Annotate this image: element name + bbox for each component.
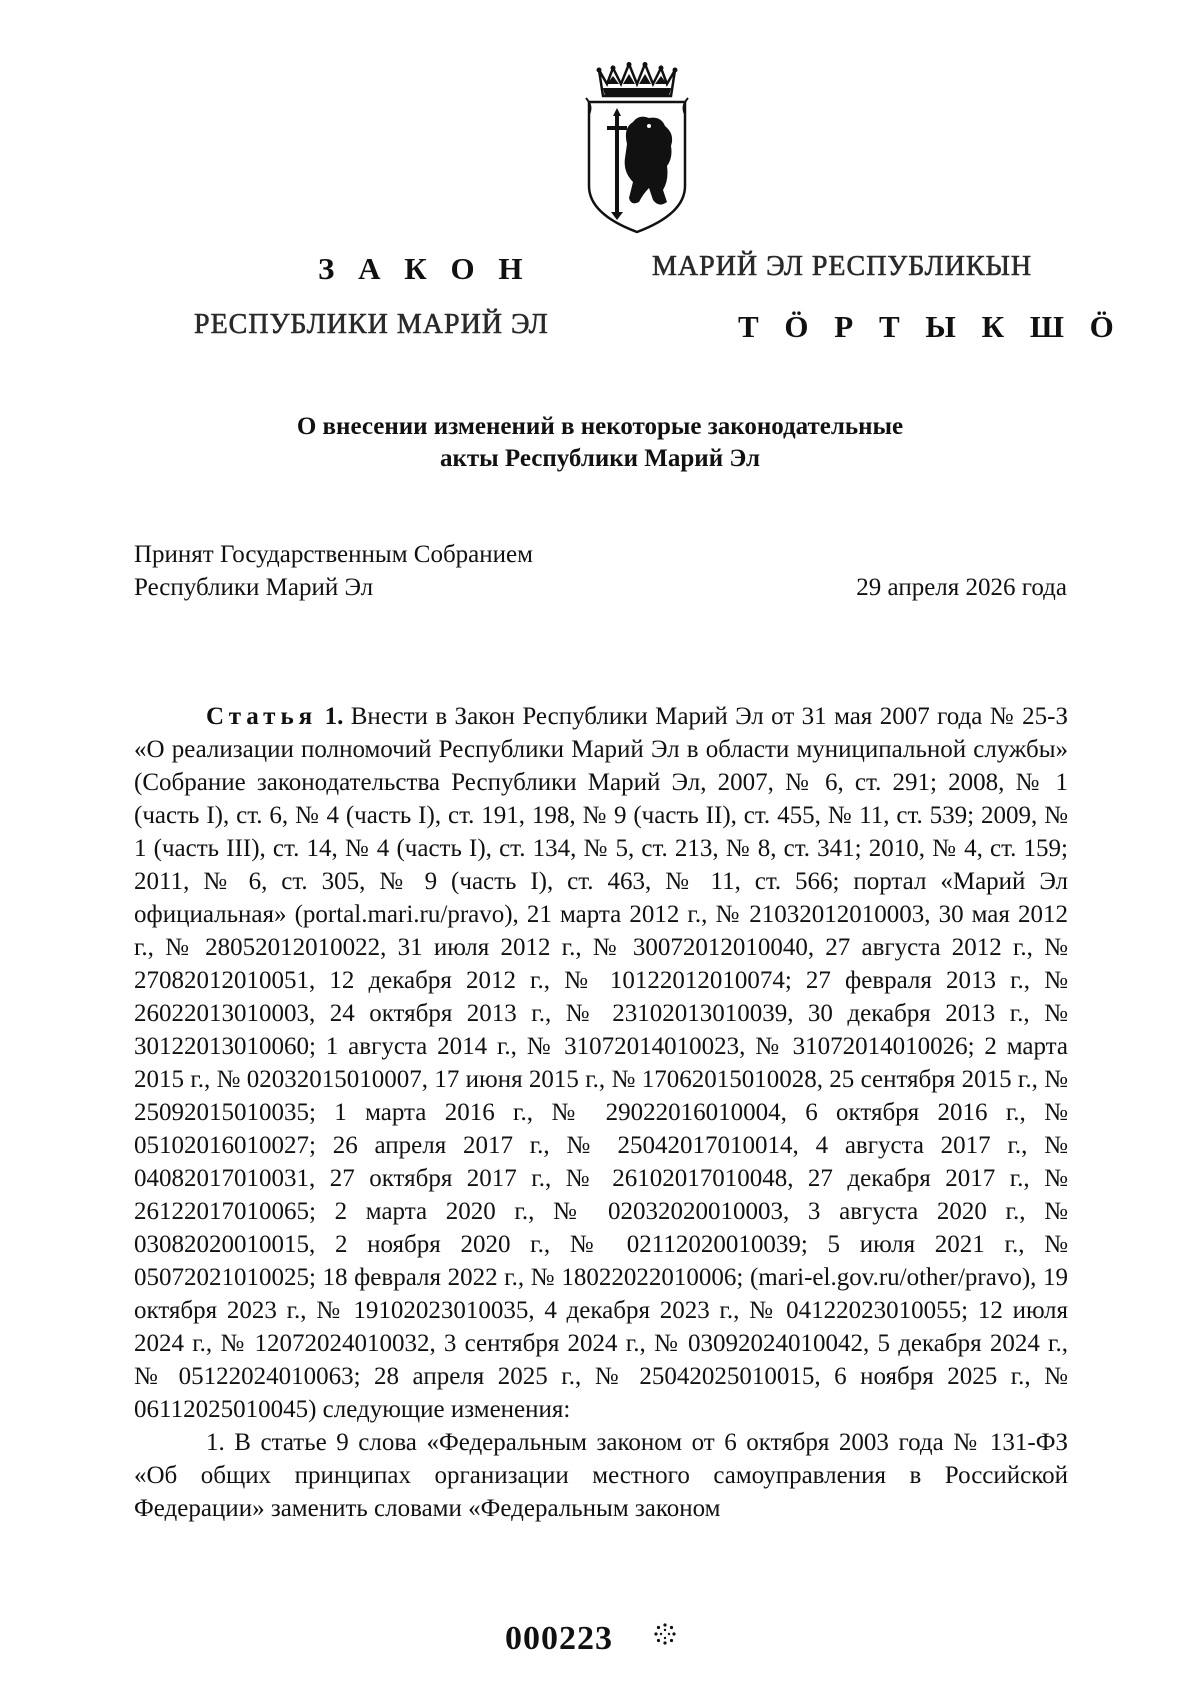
document-body [134, 700, 1068, 1525]
title-line-2: акты Республики Марий Эл [439, 445, 761, 472]
article-number: 1. [324, 703, 344, 730]
adopted-line-2: Республики Марий Эл [134, 574, 374, 601]
adopted-date: 29 апреля 2026 года [856, 574, 1067, 601]
article-1-paragraph [134, 700, 1068, 1426]
republic-name-mari: МАРИЙ ЭЛ РЕСПУБЛИКЫН [652, 251, 1033, 282]
dotted-asterisk-icon [653, 1622, 677, 1646]
title-line-1: О внесении изменений в некоторые законодательные [296, 413, 904, 440]
document-title [130, 411, 1070, 475]
coat-of-arms-icon [583, 62, 691, 234]
adopted-line-1: Принят Государственным Собранием [134, 541, 533, 568]
article-1-text: Внести в Закон Республики Марий Эл от 31 мая 2007 года № 25-З «О реализации полномочий Республики Марий Эл в области муниципальной службы» (Собрание законодательства Республики Марий Эл, 2007, № 6, ст. 291; 2008, № 1 (часть I), ст. 6, № 4 (часть I), ст. 191, 198, № 9 (часть II), ст. 455, № 11, ст. 539; 2009, № 1 (часть III), ст. 14, № 4 (часть I), ст. 134, № 5, ст. 213, № 8, ст. 341; 2010, № 4, ст. 159; 2011, № 6, ст. 305, № 9 (часть I), ст. 463, № 11, ст. 566; портал «Марий Эл официальная» (portal.mari.ru/pravo), 21 марта 2012 г., № 21032012010003, 30 мая 2012 г., № 28052012010022, 31 июля 2012 г., № 30072012010040, 27 августа 2012 г., № 27082012010051, 12 декабря 2012 г., № 10122012010074; 27 февраля 2013 г., № 26022013010003, 24 октября 2013 г., № 23102013010039, 30 декабря 2013 г., № 30122013010060; 1 августа 2014 г., № 31072014010023, № 31072014010026; 2 марта 2015 г., № 02032015010007, 17 июня 2015 г., № 17062015010028, 25 сентября 2015 г., № 25092015010035; 1 марта 2016 г., № 29022016010004, 6 октября 2016 г., № 05102016010027; 26 апреля 2017 г., № 25042017010014, 4 августа 2017 г., № 04082017010031, 27 октября 2017 г., № 26102017010048, 27 декабря 2017 г., № 26122017010065; 2 марта 2020 г., № 02032020010003, 3 августа 2020 г., № 03082020010015, 2 ноября 2020 г., № 02112020010039; 5 июля 2021 г., № 05072021010025; 18 февраля 2022 г., № 18022022010006; (mari-el.gov.ru/other/pravo), 19 октября 2023 г., № 19102023010035, 4 декабря 2023 г., № 04122023010055; 12 июля 2024 г., № 12072024010032, 3 сентября 2024 г., № 03092024010042, 5 декабря 2024 г., № 05122024010063; 28 апреля 2025 г., № 25042025010015, 6 ноября 2025 г., № 06112025010045) следующие изменения: [134, 703, 1068, 1423]
item-1-paragraph: 1. В статье 9 слова «Федеральным законом от 6 октября 2003 года № 131-ФЗ «Об общих принципах организации местного самоуправления в Российской Федерации» заменить словами «Федеральным законом [134, 1429, 1068, 1522]
adopted-by [134, 538, 533, 604]
law-heading-mari: Т Ӧ Р Т Ы К Ш Ӧ [738, 309, 1123, 344]
republic-name-ru: РЕСПУБЛИКИ МАРИЙ ЭЛ [194, 309, 549, 340]
serial-number: 000223 [505, 1620, 613, 1657]
article-label: Статья [206, 703, 318, 730]
law-heading-ru: З А К О Н [318, 251, 531, 286]
